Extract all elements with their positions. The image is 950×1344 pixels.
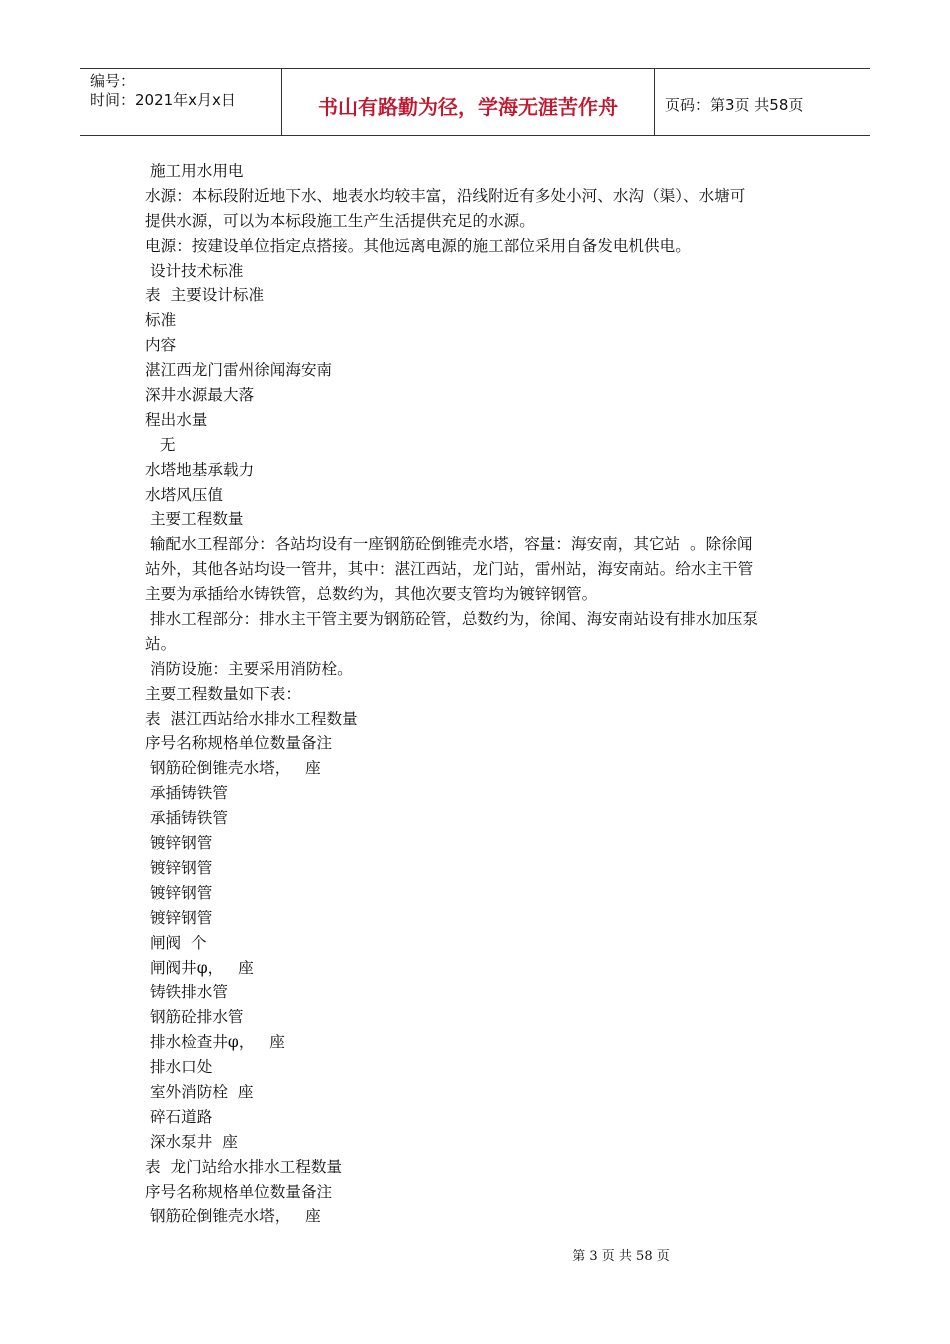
text-line: 站外，其他各站均设一管井，其中：湛江西站，龙门站，雷州站，海安南站。给水主干管 [145,560,754,579]
text-line: 表 主要设计标准 [145,286,265,305]
text-line: 钢筋砼倒锥壳水塔， 座 [145,759,321,778]
text-line: 水塔风压值 [145,485,223,504]
text-line: 设计技术标准 [145,261,244,280]
page-header [80,68,870,136]
text-line: 水源：本标段附近地下水、地表水均较丰富，沿线附近有多处小河、水沟（渠）、水塘可 [145,186,746,205]
text-line: 主要为承插给水铸铁管，总数约为，其他次要支管均为镀锌钢管。 [145,585,598,604]
text-line: 主要工程数量如下表： [145,684,301,703]
text-line: 施工用水用电 [145,162,244,180]
page-footer: 第 3 页 共 58 页 [572,1249,670,1264]
text-line: 无 [145,435,176,454]
text-line: 主要工程数量 [145,510,244,529]
text-line: 排水检查井φ， 座 [145,1033,285,1052]
text-line: 钢筋砼排水管 [145,1008,244,1027]
text-line: 镀锌钢管 [145,834,213,853]
text-line: 提供水源，可以为本标段施工生产生活提供充足的水源。 [145,211,535,230]
text-line: 程出水量 [145,410,208,429]
text-line: 镀锌钢管 [145,908,213,927]
text-line: 内容 [145,336,177,355]
text-line: 碎石道路 [145,1107,213,1126]
text-line: 序号名称规格单位数量备注 [145,1182,333,1201]
text-line: 电源：按建设单位指定点搭接。其他远离电源的施工部位采用自备发电机供电。 [145,236,691,255]
header-meta [80,69,282,135]
text-line: 深水泵井 座 [145,1132,238,1151]
text-line: 承插铸铁管 [145,809,228,828]
text-line: 表 湛江西站给水排水工程数量 [145,709,358,728]
header-page-info: 页码：第3页 共58页 [665,95,804,114]
text-line: 室外消防栓 座 [145,1082,254,1101]
text-line: 承插铸铁管 [145,784,228,803]
text-line: 镀锌钢管 [145,858,213,877]
text-line: 水塔地基承载力 [145,460,255,479]
text-line: 深井水源最大落 [145,386,255,405]
document-body [145,159,815,1229]
text-line: 消防设施：主要采用消防栓。 [145,659,353,678]
time-label: 时间：2021年x月x日 [90,91,236,109]
text-line: 排水工程部分：排水主干管主要为钢筋砼管，总数约为，徐闻、海安南站设有排水加压泵 [145,610,759,629]
text-line: 站。 [145,634,177,653]
text-line: 铸铁排水管 [145,983,228,1002]
text-line: 镀锌钢管 [145,883,213,902]
text-line: 序号名称规格单位数量备注 [145,734,333,753]
text-line: 标准 [145,311,177,330]
header-motto: 书山有路勤为径，学海无涯苦作舟 [282,69,655,135]
number-label: 编号： [90,72,136,90]
text-line: 表 龙门站给水排水工程数量 [145,1157,343,1176]
text-line: 输配水工程部分：各站均设有一座钢筋砼倒锥壳水塔，容量：海安南，其它站 。除徐闻 [145,535,753,554]
text-line: 排水口处 [145,1058,213,1077]
text-line: 闸阀井φ， 座 [145,958,254,977]
text-line: 湛江西龙门雷州徐闻海安南 [145,361,333,380]
text-line: 闸阀 个 [145,933,207,952]
text-line: 钢筋砼倒锥壳水塔， 座 [145,1207,321,1226]
